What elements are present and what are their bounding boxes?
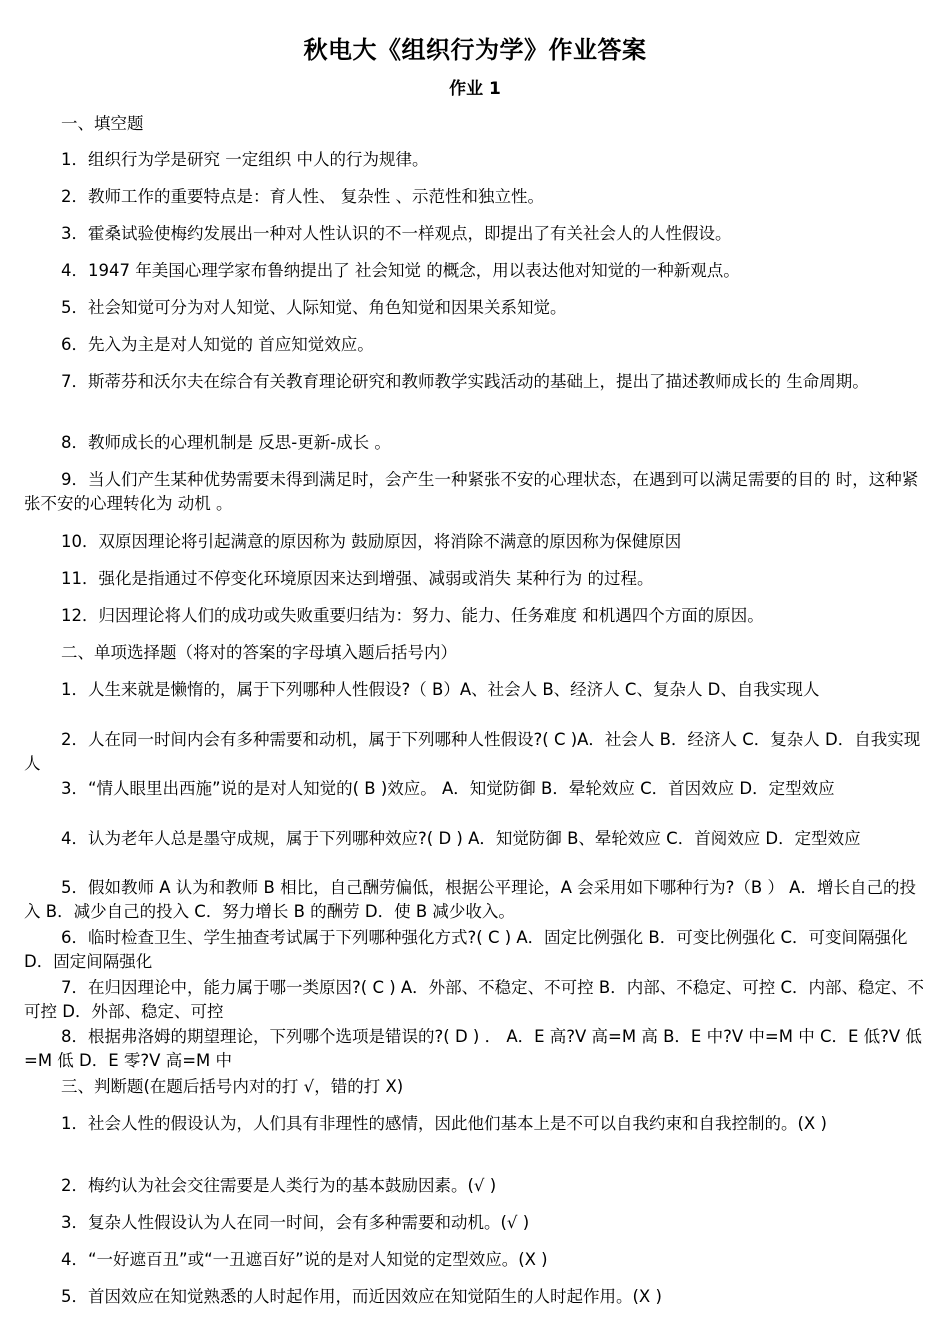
fill-item: 3．霍桑试验使梅约发展出一种对人性认识的不一样观点，即提出了有关社会人的人性假设。 (61, 224, 732, 243)
choice-item: 6．临时检查卫生、学生抽查考试属于下列哪种强化方式?( C ) A．固定比例强化 B．可变比例强化 C．可变间隔强化 D．固定间隔强化 (24, 928, 908, 971)
fill-item: 5．社会知觉可分为对人知觉、人际知觉、角色知觉和因果关系知觉。 (61, 298, 567, 317)
choice-item: 7．在归因理论中，能力属于哪一类原因?( C ) A．外部、不稳定、不可控 B．内部、不稳定、可控 C．内部、稳定、不可控 D．外部、稳定、可控 (24, 978, 925, 1021)
choice-item: 2．人在同一时间内会有多种需要和动机，属于下列哪种人性假设?( C )A．社会人 B．经济人 C．复杂人 D．自我实现人 (24, 730, 921, 773)
judge-item: 5．首因效应在知觉熟悉的人时起作用，而近因效应在知觉陌生的人时起作用。(X ) (61, 1287, 662, 1306)
fill-item: 12．归因理论将人们的成功或失败重要归结为：努力、能力、任务难度 和机遇四个方面的原因。 (61, 606, 764, 625)
fill-item: 9．当人们产生某种优势需要未得到满足时，会产生一种紧张不安的心理状态，在遇到可以满足需要的目的 时，这种紧张不安的心理转化为 动机 。 (24, 470, 919, 513)
fill-item: 11．强化是指通过不停变化环境原因来达到增强、减弱或消失 某种行为 的过程。 (61, 569, 654, 588)
section-heading-choice: 二、单项选择题（将对的答案的字母填入题后括号内） (61, 643, 457, 662)
choice-item: 5．假如教师 A 认为和教师 B 相比，自己酬劳偏低，根据公平理论，A 会采用如下哪种行为?（B ） A．增长自己的投入 B．减少自己的投入 C．努力增长 B 的酬劳 D．使 B 减少收入。 (24, 878, 916, 921)
fill-item: 10．双原因理论将引起满意的原因称为 鼓励原因，将消除不满意的原因称为保健原因 (61, 532, 682, 551)
choice-item: 3．“情人眼里出西施”说的是对人知觉的( B )效应。 A．知觉防御 B．晕轮效应 C．首因效应 D．定型效应 (61, 779, 835, 798)
section-heading-fill: 一、填空题 (61, 114, 144, 133)
fill-item: 2．教师工作的重要特点是：育人性、 复杂性 、示范性和独立性。 (61, 187, 544, 206)
document-title: 秋电大《组织行为学》作业答案 (303, 36, 647, 64)
judge-item: 1．社会人性的假设认为，人们具有非理性的感情，因此他们基本上是不可以自我约束和自我控制的。(X ) (61, 1114, 827, 1133)
choice-item: 4．认为老年人总是墨守成规，属于下列哪种效应?( D ) A．知觉防御 B、晕轮效应 C．首阅效应 D．定型效应 (61, 829, 861, 848)
fill-item: 4．1947 年美国心理学家布鲁纳提出了 社会知觉 的概念，用以表达他对知觉的一种新观点。 (61, 261, 740, 280)
fill-item: 6．先入为主是对人知觉的 首应知觉效应。 (61, 335, 374, 354)
judge-item: 2．梅约认为社会交往需要是人类行为的基本鼓励因素。(√ ) (61, 1176, 497, 1195)
choice-item: 1．人生来就是懒惰的，属于下列哪种人性假设?（ B）A、社会人 B、经济人 C、复杂人 D、自我实现人 (61, 680, 820, 699)
judge-item: 4．“一好遮百丑”或“一丑遮百好”说的是对人知觉的定型效应。(X ) (61, 1250, 548, 1269)
fill-item: 1．组织行为学是研究 一定组织 中人的行为规律。 (61, 150, 429, 169)
judge-item: 3．复杂人性假设认为人在同一时间，会有多种需要和动机。(√ ) (61, 1213, 530, 1232)
fill-item: 7．斯蒂芬和沃尔夫在综合有关教育理论研究和教师教学实践活动的基础上，提出了描述教师成长的 生命周期。 (61, 372, 869, 391)
document-subtitle: 作业 1 (449, 79, 501, 99)
choice-item: 8．根据弗洛姆的期望理论，下列哪个选项是错误的?( D ) ． A．E 高?V 高=M 高 B．E 中?V 中=M 中 C．E 低?V 低=M 低 D．E 零?V 高=M 中 (24, 1027, 922, 1070)
section-heading-judge: 三、判断题(在题后括号内对的打 √，错的打 X) (61, 1077, 404, 1096)
fill-item: 8．教师成长的心理机制是 反思-更新-成长 。 (61, 433, 391, 452)
